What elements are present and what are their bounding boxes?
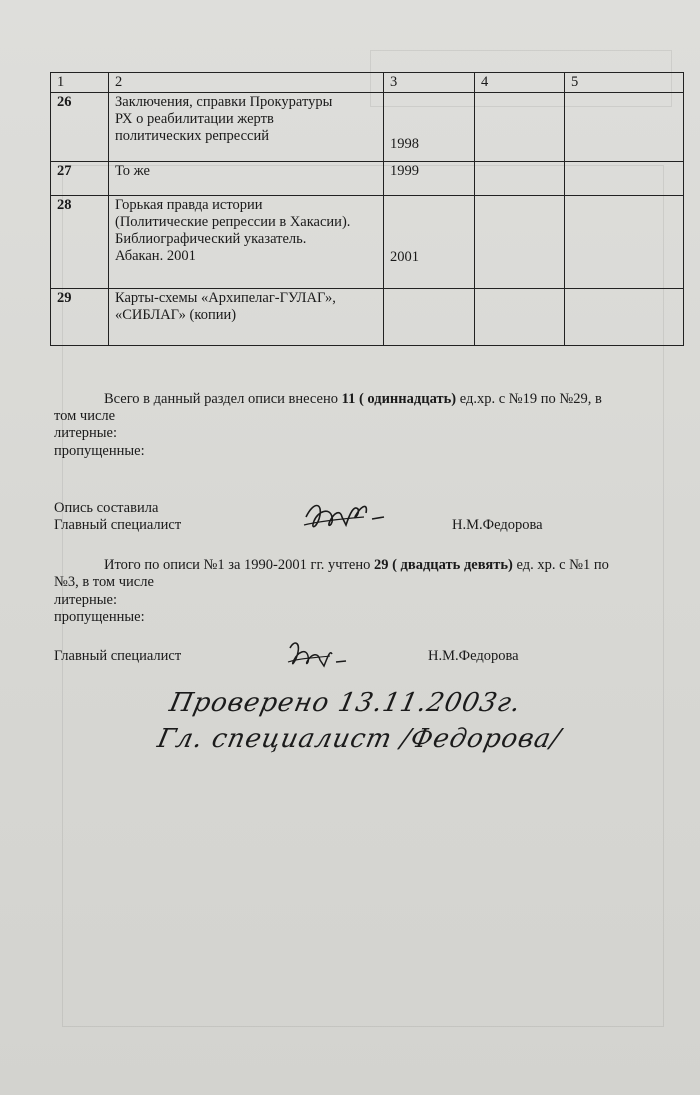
literal-label: литерные: bbox=[54, 425, 117, 441]
row-col5 bbox=[565, 196, 684, 289]
compiler-label: Опись составила bbox=[54, 500, 159, 516]
row-title-line: Заключения, справки Прокуратуры bbox=[115, 94, 333, 110]
compiler-name: Н.М.Федорова bbox=[452, 517, 543, 533]
total-count: 29 ( двадцать девять) bbox=[373, 557, 513, 573]
total-text: Итого по описи №1 за 1990-2001 гг. учтено bbox=[104, 557, 374, 573]
table-header-row bbox=[51, 73, 684, 93]
header-col-2: 2 bbox=[109, 73, 384, 93]
row-title-line: То же bbox=[115, 163, 150, 179]
row-col4 bbox=[475, 289, 565, 346]
row-title-line: «СИБЛАГ» (копии) bbox=[115, 307, 237, 323]
row-number: 27 bbox=[51, 162, 109, 196]
row-col5 bbox=[565, 162, 684, 196]
row-title bbox=[109, 196, 384, 289]
row-title-line: Библиографический указатель. bbox=[115, 231, 307, 247]
handwritten-signature-line: Гл. специалист /Федорова/ bbox=[154, 724, 564, 754]
row-year-cell bbox=[384, 162, 475, 196]
compiler-position: Главный специалист bbox=[54, 517, 182, 533]
row-title-line: Карты-схемы «Архипелаг-ГУЛАГ», bbox=[115, 290, 336, 306]
table-row bbox=[51, 196, 684, 289]
header-col-4: 4 bbox=[475, 73, 565, 93]
summary-count: 11 ( одиннадцать) bbox=[341, 391, 457, 407]
inventory-table bbox=[50, 72, 684, 346]
row-year: 2001 bbox=[390, 249, 419, 265]
summary-line bbox=[104, 391, 602, 408]
row-year: 1999 bbox=[390, 163, 419, 179]
row-number: 28 bbox=[51, 196, 109, 289]
summary-text: ед.хр. с №19 по №29, в bbox=[456, 391, 602, 407]
row-col4 bbox=[475, 93, 565, 162]
row-title bbox=[109, 93, 384, 162]
row-col5 bbox=[565, 93, 684, 162]
skipped-label: пропущенные: bbox=[54, 443, 145, 459]
row-title-line: Горькая правда истории bbox=[115, 197, 263, 213]
row-title-line: политических репрессий bbox=[115, 128, 269, 144]
total-line: №3, в том числе bbox=[54, 574, 154, 590]
skipped-label: пропущенные: bbox=[54, 609, 145, 625]
table-row bbox=[51, 93, 684, 162]
handwritten-verified: Проверено 13.11.2003г. bbox=[166, 688, 525, 718]
header-col-3: 3 bbox=[384, 73, 475, 93]
row-title-line: Абакан. 2001 bbox=[115, 248, 196, 264]
row-year-cell bbox=[384, 93, 475, 162]
signature-image bbox=[284, 636, 354, 676]
row-col5 bbox=[565, 289, 684, 346]
summary-text: Всего в данный раздел описи внесено bbox=[104, 391, 342, 407]
row-col4 bbox=[475, 162, 565, 196]
row-title-line: РХ о реабилитации жертв bbox=[115, 111, 274, 127]
row-year-cell bbox=[384, 196, 475, 289]
table-row bbox=[51, 289, 684, 346]
signature-image bbox=[300, 495, 390, 537]
row-title bbox=[109, 162, 384, 196]
row-number: 26 bbox=[51, 93, 109, 162]
signoff-name: Н.М.Федорова bbox=[428, 648, 519, 664]
row-year: 1998 bbox=[390, 136, 419, 152]
row-title bbox=[109, 289, 384, 346]
row-year-cell bbox=[384, 289, 475, 346]
total-line bbox=[104, 557, 609, 574]
header-col-1: 1 bbox=[51, 73, 109, 93]
signoff-position: Главный специалист bbox=[54, 648, 182, 664]
row-number: 29 bbox=[51, 289, 109, 346]
summary-line: том числе bbox=[54, 408, 116, 424]
table-row bbox=[51, 162, 684, 196]
total-text: ед. хр. с №1 по bbox=[512, 557, 609, 573]
literal-label: литерные: bbox=[54, 592, 117, 608]
row-title-line: (Политические репрессии в Хакасии). bbox=[115, 214, 351, 230]
row-col4 bbox=[475, 196, 565, 289]
header-col-5: 5 bbox=[565, 73, 684, 93]
